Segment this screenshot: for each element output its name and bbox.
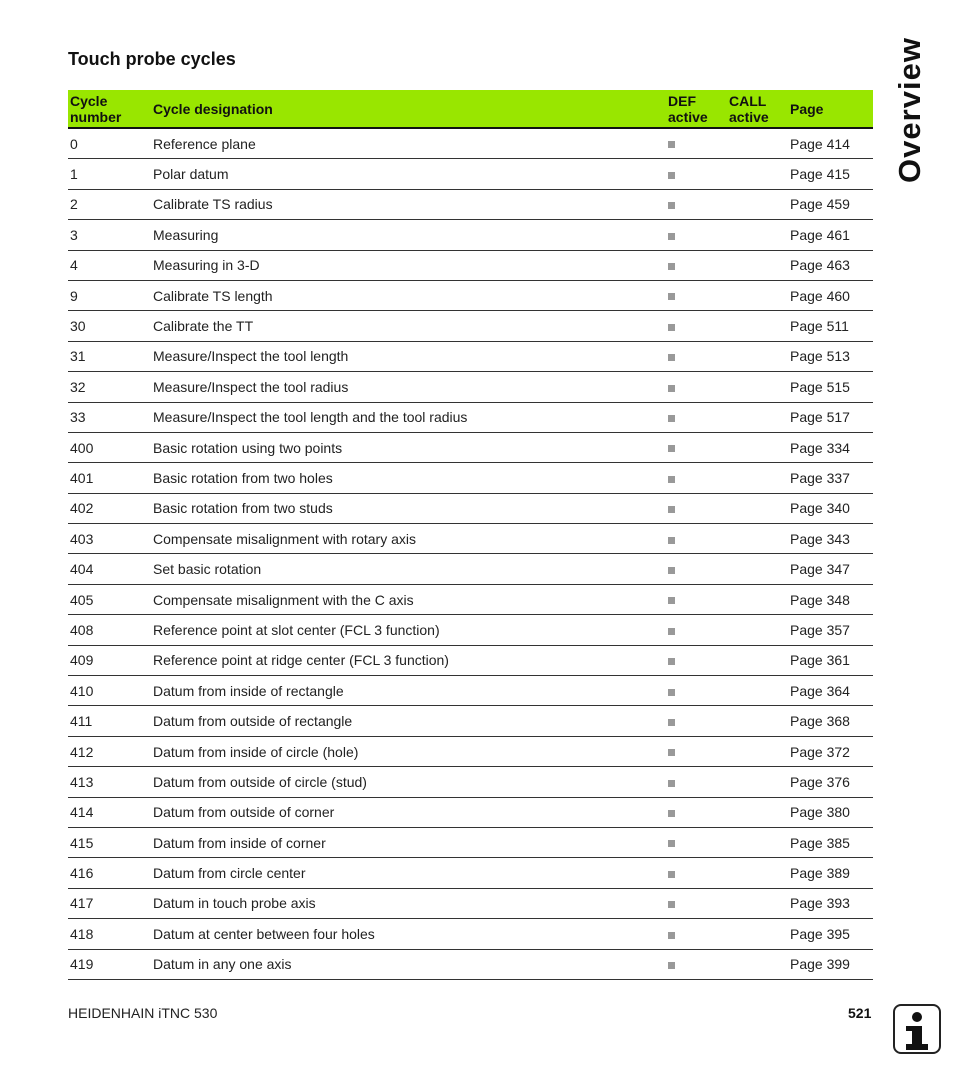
def-active-cell	[666, 949, 727, 979]
def-active-marker-icon	[668, 749, 675, 756]
def-active-cell	[666, 645, 727, 675]
header-cycle-number-line1: Cycle	[70, 92, 108, 109]
table-row	[68, 524, 873, 554]
cycle-number: 417	[68, 888, 151, 918]
table-row	[68, 949, 873, 979]
call-active-cell	[727, 402, 788, 432]
call-active-cell	[727, 250, 788, 280]
def-active-marker-icon	[668, 901, 675, 908]
table-row	[68, 402, 873, 432]
table-row	[68, 858, 873, 888]
cycle-designation: Measuring	[151, 220, 666, 250]
table-row	[68, 888, 873, 918]
def-active-marker-icon	[668, 962, 675, 969]
table-row	[68, 736, 873, 766]
table-row	[68, 554, 873, 584]
table-row	[68, 493, 873, 523]
cycle-designation: Reference point at slot center (FCL 3 function)	[151, 615, 666, 645]
page-reference[interactable]: Page 357	[788, 615, 873, 645]
cycle-designation: Basic rotation using two points	[151, 432, 666, 462]
cycle-designation: Reference plane	[151, 128, 666, 159]
header-page: Page	[788, 90, 873, 128]
page-reference[interactable]: Page 399	[788, 949, 873, 979]
page-reference[interactable]: Page 348	[788, 584, 873, 614]
table-row	[68, 676, 873, 706]
call-active-cell	[727, 554, 788, 584]
call-active-cell	[727, 888, 788, 918]
side-tab-label: Overview	[892, 37, 927, 183]
page-reference[interactable]: Page 515	[788, 372, 873, 402]
call-active-cell	[727, 432, 788, 462]
page-reference[interactable]: Page 361	[788, 645, 873, 675]
cycle-number: 2	[68, 189, 151, 219]
header-call-line2: active	[729, 108, 769, 125]
header-def-line1: DEF	[668, 92, 696, 109]
table-row	[68, 128, 873, 159]
def-active-cell	[666, 372, 727, 402]
def-active-marker-icon	[668, 840, 675, 847]
cycle-designation: Basic rotation from two studs	[151, 493, 666, 523]
page-reference[interactable]: Page 393	[788, 888, 873, 918]
call-active-cell	[727, 676, 788, 706]
def-active-cell	[666, 402, 727, 432]
call-active-cell	[727, 372, 788, 402]
cycle-number: 30	[68, 311, 151, 341]
table-row	[68, 827, 873, 857]
def-active-cell	[666, 432, 727, 462]
def-active-marker-icon	[668, 293, 675, 300]
cycle-number: 408	[68, 615, 151, 645]
page-reference[interactable]: Page 395	[788, 919, 873, 949]
def-active-cell	[666, 736, 727, 766]
page-reference[interactable]: Page 511	[788, 311, 873, 341]
table-row	[68, 645, 873, 675]
call-active-cell	[727, 767, 788, 797]
table-row	[68, 280, 873, 310]
cycle-designation: Datum from outside of rectangle	[151, 706, 666, 736]
call-active-cell	[727, 949, 788, 979]
call-active-cell	[727, 858, 788, 888]
cycle-number: 413	[68, 767, 151, 797]
cycle-number: 403	[68, 524, 151, 554]
cycle-designation: Measure/Inspect the tool length and the tool radius	[151, 402, 666, 432]
cycles-table	[68, 90, 873, 980]
cycle-number: 1	[68, 159, 151, 189]
def-active-marker-icon	[668, 445, 675, 452]
cycle-number: 4	[68, 250, 151, 280]
def-active-marker-icon	[668, 385, 675, 392]
cycle-designation: Datum from inside of corner	[151, 827, 666, 857]
cycle-number: 404	[68, 554, 151, 584]
cycle-designation: Datum in any one axis	[151, 949, 666, 979]
side-tab	[890, 37, 930, 183]
call-active-cell	[727, 524, 788, 554]
call-active-cell	[727, 189, 788, 219]
cycle-number: 402	[68, 493, 151, 523]
def-active-cell	[666, 250, 727, 280]
def-active-cell	[666, 584, 727, 614]
def-active-marker-icon	[668, 476, 675, 483]
table-row	[68, 432, 873, 462]
page-reference[interactable]: Page 376	[788, 767, 873, 797]
def-active-cell	[666, 615, 727, 645]
call-active-cell	[727, 919, 788, 949]
cycle-designation: Compensate misalignment with the C axis	[151, 584, 666, 614]
cycle-designation: Measuring in 3-D	[151, 250, 666, 280]
header-call-active	[727, 90, 788, 128]
page-reference[interactable]: Page 380	[788, 797, 873, 827]
page-reference[interactable]: Page 372	[788, 736, 873, 766]
def-active-marker-icon	[668, 537, 675, 544]
def-active-marker-icon	[668, 658, 675, 665]
cycle-designation: Datum in touch probe axis	[151, 888, 666, 918]
cycle-number: 9	[68, 280, 151, 310]
def-active-cell	[666, 888, 727, 918]
call-active-cell	[727, 645, 788, 675]
call-active-cell	[727, 463, 788, 493]
def-active-cell	[666, 280, 727, 310]
table-row	[68, 341, 873, 371]
call-active-cell	[727, 706, 788, 736]
header-def-line2: active	[668, 108, 708, 125]
table-row	[68, 311, 873, 341]
page-reference[interactable]: Page 385	[788, 827, 873, 857]
header-cycle-designation: Cycle designation	[151, 90, 666, 128]
cycle-designation: Datum from outside of circle (stud)	[151, 767, 666, 797]
cycle-number: 412	[68, 736, 151, 766]
page-reference[interactable]: Page 343	[788, 524, 873, 554]
cycle-designation: Datum from circle center	[151, 858, 666, 888]
cycle-designation: Calibrate TS length	[151, 280, 666, 310]
call-active-cell	[727, 493, 788, 523]
def-active-marker-icon	[668, 567, 675, 574]
call-active-cell	[727, 280, 788, 310]
cycle-designation: Datum at center between four holes	[151, 919, 666, 949]
def-active-cell	[666, 797, 727, 827]
table-row	[68, 372, 873, 402]
table-row	[68, 706, 873, 736]
cycle-number: 3	[68, 220, 151, 250]
page-reference[interactable]: Page 463	[788, 250, 873, 280]
page-reference[interactable]: Page 460	[788, 280, 873, 310]
call-active-cell	[727, 341, 788, 371]
table-row	[68, 615, 873, 645]
def-active-cell	[666, 189, 727, 219]
table-row	[68, 250, 873, 280]
footer-product: HEIDENHAIN iTNC 530	[68, 1005, 218, 1021]
cycle-designation: Reference point at ridge center (FCL 3 function)	[151, 645, 666, 675]
def-active-marker-icon	[668, 506, 675, 513]
cycle-designation: Calibrate the TT	[151, 311, 666, 341]
table-row	[68, 797, 873, 827]
page-reference[interactable]: Page 415	[788, 159, 873, 189]
call-active-cell	[727, 159, 788, 189]
page-reference[interactable]: Page 459	[788, 189, 873, 219]
cycle-number: 33	[68, 402, 151, 432]
page-reference[interactable]: Page 414	[788, 128, 873, 159]
call-active-cell	[727, 128, 788, 159]
header-cycle-number	[68, 90, 151, 128]
page-reference[interactable]: Page 461	[788, 220, 873, 250]
section-title: Touch probe cycles	[68, 49, 236, 69]
cycle-designation: Basic rotation from two holes	[151, 463, 666, 493]
cycle-number: 32	[68, 372, 151, 402]
table-row	[68, 767, 873, 797]
def-active-marker-icon	[668, 871, 675, 878]
def-active-marker-icon	[668, 354, 675, 361]
header-call-line1: CALL	[729, 92, 767, 109]
cycle-number: 0	[68, 128, 151, 159]
cycle-designation: Datum from outside of corner	[151, 797, 666, 827]
cycle-number: 409	[68, 645, 151, 675]
cycle-number: 411	[68, 706, 151, 736]
call-active-cell	[727, 615, 788, 645]
def-active-cell	[666, 919, 727, 949]
cycle-number: 414	[68, 797, 151, 827]
table-row	[68, 220, 873, 250]
footer-page-number: 521	[848, 1005, 872, 1021]
info-icon	[893, 1004, 941, 1054]
def-active-marker-icon	[668, 141, 675, 148]
def-active-cell	[666, 463, 727, 493]
cycle-number: 410	[68, 676, 151, 706]
cycle-designation: Calibrate TS radius	[151, 189, 666, 219]
def-active-cell	[666, 554, 727, 584]
cycle-number: 400	[68, 432, 151, 462]
page-reference[interactable]: Page 337	[788, 463, 873, 493]
page-reference[interactable]: Page 364	[788, 676, 873, 706]
def-active-marker-icon	[668, 719, 675, 726]
def-active-marker-icon	[668, 597, 675, 604]
def-active-marker-icon	[668, 780, 675, 787]
table-header-row	[68, 90, 873, 128]
table-row	[68, 189, 873, 219]
cycle-number: 419	[68, 949, 151, 979]
header-cycle-number-line2: number	[70, 108, 122, 125]
call-active-cell	[727, 827, 788, 857]
def-active-cell	[666, 220, 727, 250]
def-active-marker-icon	[668, 810, 675, 817]
call-active-cell	[727, 736, 788, 766]
def-active-marker-icon	[668, 932, 675, 939]
page-reference[interactable]: Page 513	[788, 341, 873, 371]
def-active-cell	[666, 767, 727, 797]
def-active-cell	[666, 311, 727, 341]
def-active-cell	[666, 128, 727, 159]
def-active-marker-icon	[668, 324, 675, 331]
table-row	[68, 159, 873, 189]
cycle-number: 416	[68, 858, 151, 888]
def-active-cell	[666, 524, 727, 554]
def-active-cell	[666, 827, 727, 857]
header-def-active	[666, 90, 727, 128]
cycle-designation: Datum from inside of circle (hole)	[151, 736, 666, 766]
def-active-marker-icon	[668, 233, 675, 240]
def-active-marker-icon	[668, 202, 675, 209]
def-active-cell	[666, 858, 727, 888]
call-active-cell	[727, 311, 788, 341]
cycle-number: 401	[68, 463, 151, 493]
cycle-number: 418	[68, 919, 151, 949]
page-reference[interactable]: Page 347	[788, 554, 873, 584]
def-active-cell	[666, 493, 727, 523]
table-row	[68, 463, 873, 493]
cycle-number: 415	[68, 827, 151, 857]
def-active-cell	[666, 706, 727, 736]
def-active-marker-icon	[668, 689, 675, 696]
cycle-designation: Set basic rotation	[151, 554, 666, 584]
def-active-cell	[666, 159, 727, 189]
def-active-cell	[666, 676, 727, 706]
page-reference[interactable]: Page 389	[788, 858, 873, 888]
table-row	[68, 919, 873, 949]
call-active-cell	[727, 220, 788, 250]
call-active-cell	[727, 584, 788, 614]
cycle-designation: Measure/Inspect the tool length	[151, 341, 666, 371]
def-active-marker-icon	[668, 415, 675, 422]
cycle-designation: Polar datum	[151, 159, 666, 189]
page-reference[interactable]: Page 517	[788, 402, 873, 432]
page-reference[interactable]: Page 334	[788, 432, 873, 462]
page-reference[interactable]: Page 368	[788, 706, 873, 736]
cycle-designation: Measure/Inspect the tool radius	[151, 372, 666, 402]
def-active-cell	[666, 341, 727, 371]
page-reference[interactable]: Page 340	[788, 493, 873, 523]
def-active-marker-icon	[668, 172, 675, 179]
def-active-marker-icon	[668, 628, 675, 635]
cycle-designation: Compensate misalignment with rotary axis	[151, 524, 666, 554]
cycle-number: 405	[68, 584, 151, 614]
call-active-cell	[727, 797, 788, 827]
table-row	[68, 584, 873, 614]
def-active-marker-icon	[668, 263, 675, 270]
cycle-designation: Datum from inside of rectangle	[151, 676, 666, 706]
cycle-number: 31	[68, 341, 151, 371]
